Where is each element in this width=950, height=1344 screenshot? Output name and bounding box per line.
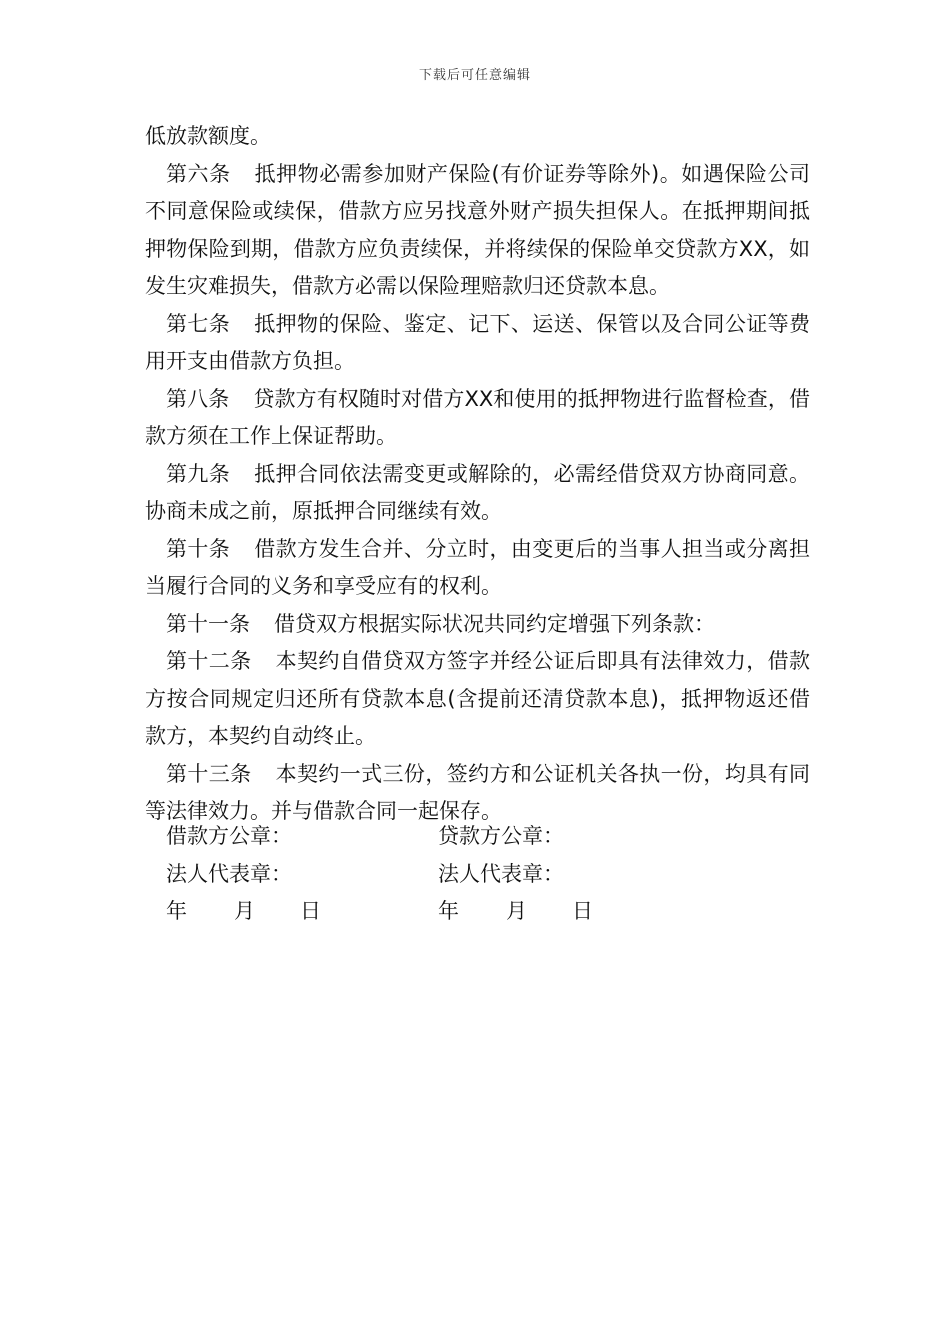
- article-number: 第十三条: [166, 761, 252, 786]
- year-label: 年: [166, 899, 187, 923]
- article-text: 贷款方有权随时对借方XX和使用的抵押物进行监督检查，借款方须在工作上保证帮助。: [145, 386, 811, 448]
- article-number: 第十一条: [166, 611, 250, 636]
- article-12: [145, 643, 810, 756]
- article-text: 抵押合同依法需变更或解除的，必需经借贷双方协商同意。协商未成之前，原抵押合同继续有效。: [145, 461, 811, 523]
- lender-seal-label: 贷款方公章：: [438, 824, 564, 848]
- paragraph-continuation: [145, 118, 810, 156]
- day-label: 日: [300, 899, 321, 923]
- article-number: 第六条: [166, 161, 231, 186]
- article-9: [145, 456, 810, 531]
- article-text: 抵押物的保险、鉴定、记下、运送、保管以及合同公证等费用开支由借款方负担。: [145, 311, 811, 373]
- article-text: 本契约一式三份，签约方和公证机关各执一份，均具有同等法律效力。并与借款合同一起保存。: [145, 761, 811, 823]
- article-10: [145, 531, 810, 606]
- signature-block: [166, 818, 710, 931]
- page-header: 下载后可任意编辑: [418, 68, 531, 83]
- month-label: 月: [506, 899, 527, 923]
- article-number: 第十二条: [166, 649, 252, 673]
- lender-date: [438, 893, 710, 931]
- article-text: 借款方发生合并、分立时，由变更后的当事人担当或分离担当履行合同的义务和享受应有的权利。: [145, 536, 811, 598]
- article-number: 第八条: [166, 386, 230, 411]
- borrower-seal-label: 借款方公章：: [166, 824, 292, 848]
- borrower-date: [166, 893, 438, 931]
- article-8: [145, 381, 810, 456]
- article-text: 本契约自借贷双方签字并经公证后即具有法律效力，借款方按合同规定归还所有贷款本息(含提前还清贷款本息)，抵押物返还借款方，本契约自动终止。: [145, 649, 811, 748]
- article-number: 第十条: [166, 536, 231, 561]
- contract-body: [145, 118, 810, 831]
- article-text: 借贷双方根据实际状况共同约定增强下列条款：: [274, 611, 715, 636]
- month-label: 月: [234, 899, 255, 923]
- article-11: [145, 606, 810, 644]
- year-label: 年: [438, 899, 459, 923]
- article-7: [145, 306, 810, 381]
- representative-row: [166, 856, 710, 894]
- article-text: 抵押物必需参加财产保险(有价证券等除外)。如遇保险公司不同意保险或续保，借款方应另找意外财产损失担保人。在抵押期间抵押物保险到期，借款方应负责续保，并将续保的保险单交贷款方XX，如发生灾难损失，借款方必需以保险理赔款归还贷款本息。: [145, 161, 811, 298]
- lender-rep-label: 法人代表章：: [438, 861, 564, 886]
- seal-row: [166, 818, 710, 856]
- article-6: [145, 156, 810, 306]
- borrower-rep-label: 法人代表章：: [166, 861, 292, 886]
- date-row: [166, 893, 710, 931]
- article-number: 第七条: [166, 311, 231, 336]
- day-label: 日: [572, 899, 593, 923]
- article-number: 第九条: [166, 461, 231, 486]
- paragraph-text: 低放款额度。: [145, 124, 271, 148]
